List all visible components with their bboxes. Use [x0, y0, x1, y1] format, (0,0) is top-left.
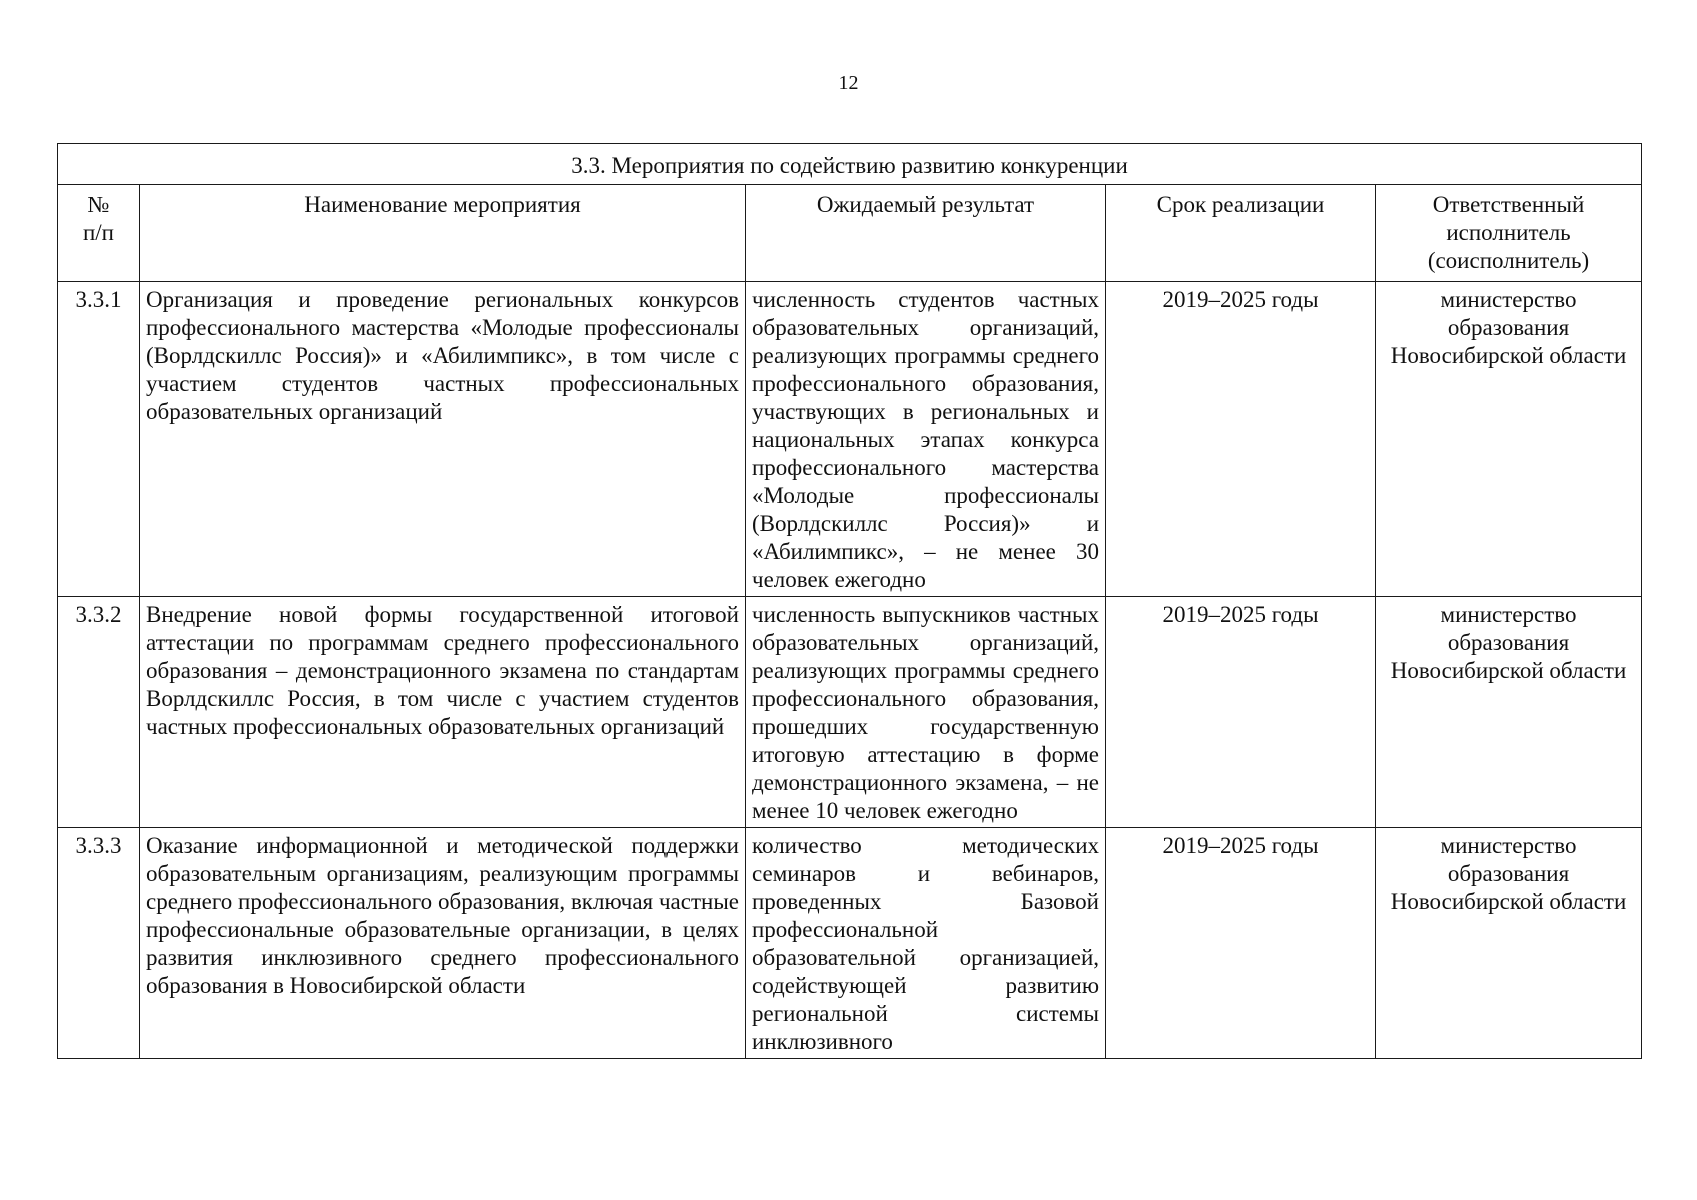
section-title-row	[58, 144, 1642, 185]
column-header-responsible-line3: (соисполнитель)	[1427, 248, 1590, 273]
responsible-executor	[1376, 597, 1642, 828]
implementation-term: 2019–2025 годы	[1106, 828, 1376, 1059]
page-number: 12	[838, 72, 859, 94]
column-header-number-line2: п/п	[82, 220, 114, 245]
responsible-line1: министерство	[1440, 287, 1577, 312]
measures-table	[57, 143, 1642, 1059]
measure-name: Оказание информационной и методической поддержки образовательным организациям, реализующим программы среднего профессионального образования, включая частные профессиональные образовательные организации, в целях развития инклюзивного среднего профессионального образования в Новосибирской области	[140, 828, 746, 1059]
implementation-term: 2019–2025 годы	[1106, 282, 1376, 597]
responsible-executor	[1376, 828, 1642, 1059]
column-header-name: Наименование мероприятия	[140, 185, 746, 282]
expected-result: численность студентов частных образовательных организаций, реализующих программы среднего профессионального образования, участвующих в региональных и национальных этапах конкурса профессионального мастерства «Молодые профессионалы (Ворлдскиллс Россия)» и «Абилимпикс», – не менее 30 человек ежегодно	[746, 282, 1106, 597]
table-header-row	[58, 185, 1642, 282]
column-header-responsible-line2: исполнитель	[1446, 220, 1571, 245]
column-header-number	[58, 185, 140, 282]
measure-name: Внедрение новой формы государственной итоговой аттестации по программам среднего профессионального образования – демонстрационного экзамена по стандартам Ворлдскиллс Россия, в том числе с участием студентов частных профессиональных образовательных организаций	[140, 597, 746, 828]
column-header-responsible	[1376, 185, 1642, 282]
table-row	[58, 597, 1642, 828]
section-title: 3.3. Мероприятия по содействию развитию конкуренции	[58, 144, 1642, 185]
table-row	[58, 828, 1642, 1059]
row-number: 3.3.2	[58, 597, 140, 828]
implementation-term: 2019–2025 годы	[1106, 597, 1376, 828]
responsible-line2: образования	[1447, 315, 1570, 340]
responsible-line3: Новосибирской области	[1390, 658, 1627, 683]
row-number: 3.3.3	[58, 828, 140, 1059]
responsible-line2: образования	[1447, 861, 1570, 886]
row-number: 3.3.1	[58, 282, 140, 597]
responsible-line1: министерство	[1440, 602, 1577, 627]
responsible-executor	[1376, 282, 1642, 597]
column-header-number-line1: №	[87, 192, 110, 217]
expected-result: количество методических семинаров и вебинаров, проведенных Базовой профессиональной образовательной организацией, содействующей развитию региональной системы инклюзивного	[746, 828, 1106, 1059]
column-header-responsible-line1: Ответственный	[1432, 192, 1585, 217]
responsible-line2: образования	[1447, 630, 1570, 655]
table-row	[58, 282, 1642, 597]
responsible-line1: министерство	[1440, 833, 1577, 858]
column-header-term: Срок реализации	[1106, 185, 1376, 282]
responsible-line3: Новосибирской области	[1390, 889, 1627, 914]
measure-name: Организация и проведение региональных конкурсов профессионального мастерства «Молодые профессионалы (Ворлдскиллс Россия)» и «Абилимпикс», в том числе с участием студентов частных профессиональных образовательных организаций	[140, 282, 746, 597]
column-header-result: Ожидаемый результат	[746, 185, 1106, 282]
expected-result: численность выпускников частных образовательных организаций, реализующих программы среднего профессионального образования, прошедших государственную итоговую аттестацию в форме демонстрационного экзамена, – не менее 10 человек ежегодно	[746, 597, 1106, 828]
responsible-line3: Новосибирской области	[1390, 343, 1627, 368]
